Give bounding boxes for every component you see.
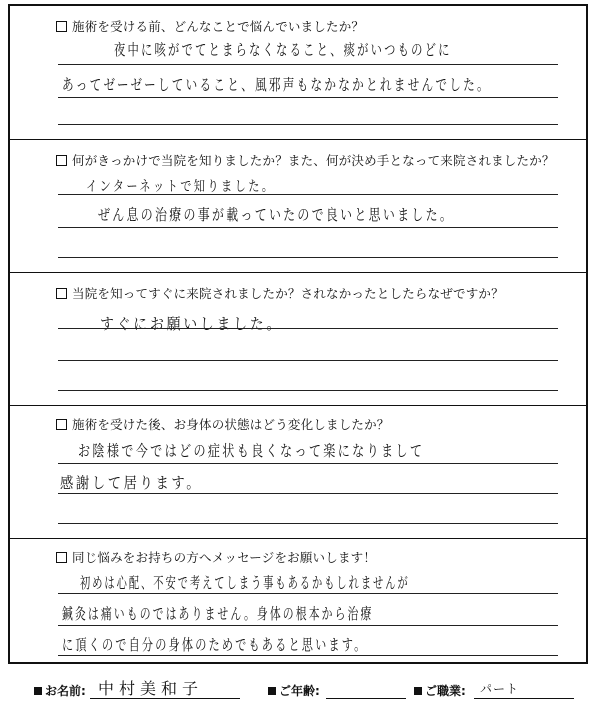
checkbox-icon bbox=[56, 552, 67, 563]
answer-line: ぜん息の治療の事が載っていたので良いと思いました。 bbox=[98, 206, 455, 224]
answer-rule bbox=[58, 227, 558, 228]
name-field-label: お名前: bbox=[34, 682, 86, 699]
answer-rule bbox=[58, 64, 558, 65]
answer-line: インターネットで知りました。 bbox=[86, 179, 276, 195]
checkbox-icon bbox=[56, 419, 67, 430]
square-bullet-icon bbox=[414, 687, 422, 695]
answer-line: 鍼灸は痛いものではありません。身体の根本から治療 bbox=[62, 605, 374, 623]
question-section-2 bbox=[10, 139, 586, 272]
age-underline bbox=[326, 698, 406, 699]
answer-line: 夜中に咳がでてとまらなくなること、痰がいつものどに bbox=[114, 41, 452, 59]
job-field-label: ご職業: bbox=[414, 682, 466, 699]
survey-form bbox=[8, 4, 588, 664]
answer-line: 感謝して居ります。 bbox=[60, 474, 203, 492]
answer-rule bbox=[58, 655, 558, 656]
checkbox-icon bbox=[56, 155, 67, 166]
answer-rule bbox=[58, 360, 558, 361]
answer-rule bbox=[58, 625, 558, 626]
name-underline bbox=[90, 698, 240, 699]
question-label: 当院を知ってすぐに来院されましたか？されなかったとしたらなぜですか？ bbox=[56, 284, 504, 302]
question-label: 施術を受けた後、お身体の状態はどう変化しましたか？ bbox=[56, 415, 390, 433]
question-section-3 bbox=[10, 272, 586, 405]
answer-rule bbox=[58, 124, 558, 125]
answer-rule bbox=[58, 493, 558, 494]
checkbox-icon bbox=[56, 21, 67, 32]
square-bullet-icon bbox=[34, 687, 42, 695]
answer-rule bbox=[58, 390, 558, 391]
answer-line: すぐにお願いしました。 bbox=[100, 315, 284, 333]
answer-rule bbox=[58, 97, 558, 98]
question-section-1 bbox=[10, 6, 586, 139]
answer-line: あってゼーゼーしていること、風邪声もなかなかとれませんでした。 bbox=[62, 76, 491, 94]
answer-rule bbox=[58, 463, 558, 464]
question-section-4 bbox=[10, 405, 586, 538]
answer-line: お陰様で今ではどの症状も良くなって楽になりまして bbox=[78, 442, 425, 460]
question-section-5 bbox=[10, 538, 586, 664]
answer-rule bbox=[58, 328, 558, 329]
question-label: 何がきっかけで当院を知りましたか？また、何が決め手となって来院されましたか？ bbox=[56, 151, 555, 169]
name-value: 中村美和子 bbox=[98, 679, 204, 698]
answer-rule bbox=[58, 257, 558, 258]
respondent-info bbox=[0, 676, 600, 702]
job-value: パート bbox=[480, 682, 520, 696]
question-label: 同じ悩みをお持ちの方へメッセージをお願いします！ bbox=[56, 548, 376, 566]
question-label: 施術を受ける前、どんなことで悩んでいましたか？ bbox=[56, 17, 364, 35]
answer-rule bbox=[58, 194, 558, 195]
answer-line: 初めは心配、不安で考えてしまう事もあるかもしれませんが bbox=[80, 574, 410, 592]
answer-line: に頂くので自分の身体のためでもあると思います。 bbox=[62, 636, 368, 654]
checkbox-icon bbox=[56, 288, 67, 299]
square-bullet-icon bbox=[268, 687, 276, 695]
age-field-label: ご年齢: bbox=[268, 682, 320, 699]
answer-rule bbox=[58, 523, 558, 524]
job-underline bbox=[474, 698, 574, 699]
answer-rule bbox=[58, 593, 558, 594]
